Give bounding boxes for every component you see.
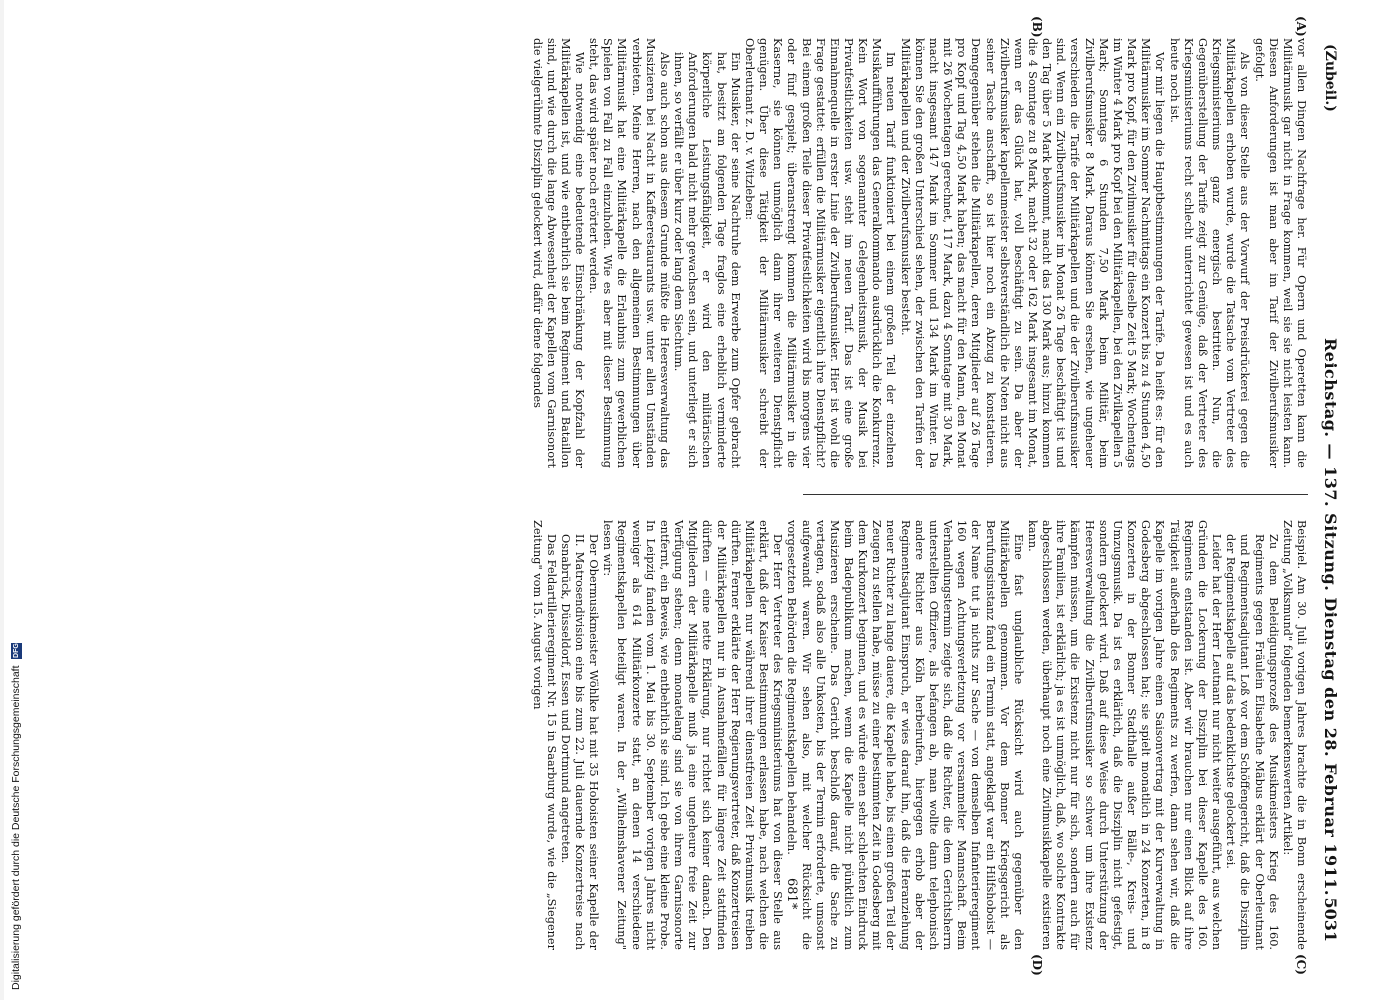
speaker-label: (Zubeil.) [1322, 44, 1338, 112]
paragraph: Leider hat der Herr Leutnant nur nicht weiter ausgeführt, aus welchen Gründen die Lockerung der Disziplin bei dieser Kapelle des 160. Regiments entstanden ist. Aber wir brauchen nur einen Blick auf ihre Tätigkeit außerhalb des Regiments zu werfen, dann sehen wir, daß die Kapelle im vorigen Jahre einen Saisonvertrag mit der Kurverwaltung in Godesberg abgeschlossen hat; sie spielt monatlich in 24 Konzerten, in 8 Konzerten in der Bonner Stadthalle außer Bälle-, Kreis- und Umzugsmusik. Da ist es erklärlich, daß die Disziplin nicht gefestigt, sondern gelockert wird. Daß auf diese Weise durch Unterstützung der Heeresverwaltung die Zivilberufsmusiker so schwer um ihre Existenz kämpfen müssen, um die Existenz nicht nur für sich, sondern auch für ihre Familien, ist erklärlich; ja es ist unmöglich, daß, wo solche Kontrakte abgeschlossen werden, überhaupt noch eine Zivilmusikkapelle existieren kann. [1026, 520, 1224, 950]
scan-edge [0, 0, 4, 1000]
quoted-paragraph: Zu dem Beleidigungsprozeß des Musikmeisters Krieg des 160. Regiments gegen Fräulein Elisabethe Mäbus erklärt der Oberleutnant und Regimentsadjutant Loß vor dem Schöffengericht, daß die Disziplin der Regimentskapelle auf das bedenklichste gelockert sei. [1224, 534, 1280, 950]
paragraph: Der Herr Vertreter des Kriegsministeriums hat von dieser Stelle aus erklärt, daß der Kaiser Bestimmungen erlassen habe, nach welchen die Militärkapellen nur während ihrer dienstfreien Zeit Privatmusik treiben dürften. Ferner erklärte der Herr Regierungsvertreter, daß Konzertreisen der Militärkapellen nur in Ausnahmefällen für längere Zeit stattfinden dürften — eine nette Erklärung, nur richtet sich keiner danach. Den Mitgliedern der Militärkapelle muß ja eine ungeheure freie Zeit zur Verfügung stehen; denn monatelang sind sie von ihrem Garnisonorte entfernt, ein Beweis, wie entbehrlich sie sind. Ich gebe eine kleine Probe. In Leipzig fanden vom 1. Mai bis 30. September vorigen Jahres nicht weniger als 614 Militärkonzerte statt, an denen 14 verschiedene Regimentskapellen beteiligt waren. In der „Wilhelmshavener Zeitung" lesen wir: [601, 520, 785, 950]
margin-marker-b: (B) [1030, 16, 1044, 38]
page-number: 5031 [1321, 897, 1340, 942]
margin-marker-d: (D) [1030, 954, 1044, 976]
paragraph: Also auch schon aus diesem Grunde müßte die Heeresverwaltung das Musizieren bei Nacht in Kaffeerestaurants usw. unter allen Umständen verbieten. Meine Herren, nach den allgemeinen Bestimmungen über Militärmusik hat eine Militärkapelle die Erlaubnis zum gewerblichen Spielen von Fall zu Fall einzuholen. Wie es aber mit dieser Bestimmung steht, das wird später noch erörtert werden. [587, 38, 671, 468]
column-divider [803, 494, 1308, 495]
paragraph: Eine fast unglaubliche Rücksicht wird auch gegenüber den Militärkapellen genommen. Vor dem Bonner Kriegsgericht als Berufungsinstanz fand ein Termin statt, angeklagt war ein Hilfshoboist — der Name tut ja nichts zur Sache — von demselben Infanterieregiment 160 wegen Achtungsverletzung vor versammelter Mannschaft. Beim Verhandlungstermin zeigte sich, daß die Richter, die dem Gerichtsherrn unterstellten Offiziere, als befangen ab, man wollte dann telephonisch andere Richter aus Köln herbeirufen, hiergegen erhob aber der Regimentsadjutant Einspruch, er wies darauf hin, daß die Heranziehung neuer Richter zu lange dauere, die Kapelle habe, bis einen großen Teil der Zeugen zu stellen habe, müsse zu einer bestimmten Zeit in Godesberg mit dem Kurkonzert beginnen, und es würde einen sehr schlechten Eindruck beim Badepublikum machen, wenn die Kapelle nicht pünktlich zum Musizieren erscheine. Das Gericht beschloß darauf, die Sache zu vertagen, sodaß also alle Unkosten, bis der Termin erforderte, umsonst aufgewandt waren. Wir sehen also, mit welcher Rücksicht die vorgesetzten Behörden die Regimentskapellen behandeln. [785, 520, 1025, 950]
paragraph: Als von dieser Stelle aus der Vorwurf der Preisdrückerei gegen die Militärkapellen erhoben wurde, wurde die Tatsache vom Vertreter des Kriegsministeriums ganz energisch bestritten. Nun, die Gegenüberstellung der Tarife zeigt zur Genüge, daß der Vertreter des Kriegsministeriums recht schlecht unterrichtet gewesen ist und es auch heute noch ist. [1167, 38, 1252, 468]
running-title: Reichstag. — 137. Sitzung. Dienstag den 28. Februar 1911. [1321, 338, 1340, 896]
paragraph: Das Feldartillerieregiment Nr. 15 in Saarburg wurde, wie die „Siegener Zeitung" vom 15. August vorigen [530, 520, 558, 950]
page-header [1314, 38, 1344, 948]
paragraph: vor allen Dingen Nachfrage her. Für Opern und Operetten kann die Militärmusik gar nicht in Frage kommen, weil sie sie nicht leisten kann. Diesen Anforderungen ist man aber im Tarif der Zivilberufsmusiker gefolgt. [1252, 38, 1308, 468]
credit-text: Digitalisierung gefördert durch die Deutsche Forschungsgemeinschaft [10, 665, 22, 990]
left-column [530, 38, 1308, 468]
paragraph: Wie notwendig eine bedeutende Einschränkung der Kopfzahl der Militärkapellen ist, und wie entbehrlich sie beim Regiment und Bataillon sind, und wie durch die lange Abwesenheit der Kapellen vom Garnisonort die vielgerühmte Disziplin gelockert wird, dafür diene folgendes [530, 38, 587, 468]
paragraph: Vor mir liegen die Hauptbestimmungen der Tarife. Da heißt es: für den Militärmusiker im Sommer Nachmittags ein Konzert bis zu 4 Stunden 4,50 Mark pro Kopf, für den Zivilmusiker für dieselbe Zeit 5 Mark; Wochentags im Winter 4 Mark pro Kopf bei den Militärkapellen, bei den Zivilkapellen 5 Mark; Sonntags 6 Stunden 7,50 Mark beim Militär, beim Zivilberufsmusiker 8 Mark. Daraus können Sie ersehen, wie ungeheuer verschieden die Tarife der Militärkapellen und die der Zivilberufsmusiker sind. Wenn ein Zivilberufsmusiker im Monat 26 Tage beschäftigt ist und den Tag über 5 Mark bekommt, macht das 130 Mark aus; hinzu kommen die 4 Sonntage zu 8 Mark, macht 32 oder 162 Mark insgesamt im Monat, wenn er das Glück hat, voll beschäftigt zu sein. Da aber der Zivilberufsmusiker kapellenmeister selbstverständlich die Noten nicht aus seiner Tasche anschafft, so ist hier noch ein Abzug zu konstatieren. Demgegenüber stehen die Militärkapellen, deren Mitglieder auf 26 Tage pro Kopf und Tag 4,50 Mark haben; das macht für den Mann, den Monat mit 26 Wochentagen gerechnet, 117 Mark, dazu 4 Sonntage mit 30 Mark, macht insgesamt 147 Mark im Sommer und 134 Mark im Winter. Da können Sie den großen Unterschied sehen, der zwischen den Tarifen der Militärkapellen und der Zivilberufsmusiker besteht. [898, 38, 1167, 468]
dfg-logo-icon: DFG [12, 643, 20, 658]
margin-marker-c: (C) [1294, 954, 1308, 975]
paragraph: Im neuen Tarif funktioniert bei einem großen Teil der einzelnen Musikaufführungen das Generalkommando ausdrücklich die Konkurrenz. Kein Wort von sogenannter Gelegenheitsmusik, der Musik bei Privatfestlichkeiten usw. steht im neuen Tarif. Das ist eine große Einnahmequelle in erster Linie der Zivilberufsmusiker. Hier ist wohl die Frage gestattet: erfüllen die Militärmusiker eigentlich ihre Dienstpflicht? Bei einem großen Teile dieser Privatfestlichkeiten wird bis morgens vier oder fünf gespielt; überanstrengt kommen die Militärmusiker in die Kaserne, sie können unmöglich dann ihrer weiteren Dienstpflicht genügen. Über diese Tätigkeit der Militärmusiker schreibt der Oberleutnant z. D. v. Witzleben: [742, 38, 898, 468]
margin-marker-a: (A) [1294, 16, 1308, 37]
digitization-credit [10, 0, 24, 990]
rotated-page-content [74, 16, 1344, 976]
quoted-paragraph: Ein Musiker, der seine Nachtruhe dem Erwerbe zum Opfer gebracht hat, besitzt am folgenden Tage fraglos eine erheblich verminderte körperliche Leistungsfähigkeit, er wird den militärischen Anforderungen bald nicht mehr gewachsen sein, und unterliegt er sich ihnen, so verfällt er über kurz oder lang dem Siechtum. [672, 52, 742, 468]
quoted-paragraph: Der Obermusikmeister Wöhlke hat mit 35 Hoboisten seiner Kapelle der II. Matrosendivision eine bis zum 22. Juli dauernde Konzertreise nach Osnabrück, Düsseldorf, Essen und Dortmund angetreten. [558, 534, 601, 950]
signature-mark: 681* [784, 878, 799, 910]
paragraph: Beispiel. Am 30. Juli vorigen Jahres brachte die in Bonn erscheinende Zeitung „Volksmund" folgenden bemerkenswerten Artikel: [1280, 520, 1308, 950]
